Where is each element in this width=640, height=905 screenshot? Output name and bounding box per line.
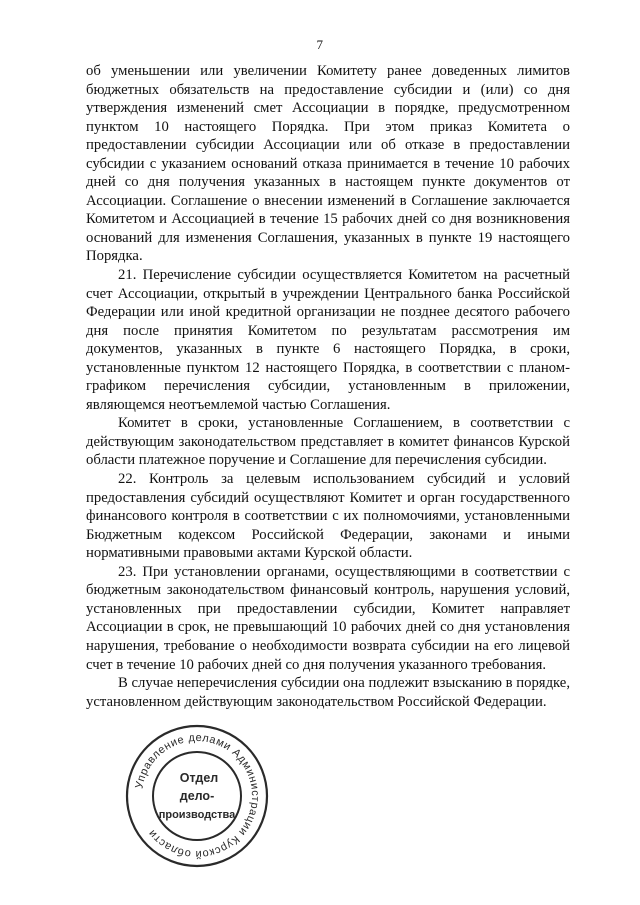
paragraph-clause-23: 23. При установлении органами, осуществляющими в соответствии с бюджетным законодательством финансовый контроль, нарушения условий, установленных при предоставлении субсидии, Комитет направляет Ассоциации в срок, не превышающий 10 рабочих дней со дня установления нарушения, требование о необходимости возврата субсидии на его лицевой счет в течение 10 рабочих дней со дня получения указанного требования. [86,563,570,673]
paragraph-clause-21: 21. Перечисление субсидии осуществляется Комитетом на расчетный счет Ассоциации, открытый в учреждении Центрального банка Российской Федерации или иной кредитной организации не позднее десятого рабочего дня после принятия Комитетом по результатам рассмотрения им документов, указанных в пункте 6 настоящего Порядка, в сроки, установленные пунктом 12 настоящего Порядка, в соответствии с планом-графиком перечисления субсидии, установленным в приложении, являющемся неотъемлемой частью Соглашения. [86,267,570,413]
paragraph-continuation: об уменьшении или увеличении Комитету ранее доведенных лимитов бюджетных обязательств на предоставление субсидии и (или) со дня утверждения изменений смет Ассоциации в порядке, предусмотренном пунктом 10 настоящего Порядка. При этом приказ Комитета о предоставлении субсидии Ассоциации или об отказе в предоставлении субсидии с указанием оснований отказа принимается в течение 10 рабочих дней со дня получения указанных в настоящем пункте документов от Ассоциации. Соглашение о внесении изменений в Соглашение заключается Комитетом и Ассоциацией в течение 15 рабочих дней со дня возникновения оснований для изменения Соглашения, указанных в пункте 19 настоящего Порядка. [86,63,570,265]
paragraph-clause-23-cont: В случае неперечисления субсидии она подлежит взысканию в порядке, установленном действующим законодательством Российской Федерации. [86,675,570,710]
stamp-center-line-1: Отдел [179,771,219,785]
stamp-center-line-2: дело- [179,789,215,803]
document-body [86,62,570,711]
paragraph-clause-21-cont: Комитет в сроки, установленные Соглашением, в соответствии с действующим законодательством представляет в комитет финансов Курской области платежное поручение и Соглашение для перечисления субсидии. [86,415,570,469]
stamp-ring-text: Управление делами Администрации Курской области [133,731,262,861]
page-number: 7 [316,37,324,52]
paragraph-clause-22: 22. Контроль за целевым использованием субсидий и условий предоставления субсидий осуществляют Комитет и орган государственного финансового контроля в соответствии с их полномочиями, установленными Бюджетным кодексом Российской Федерации, законами и иными нормативными правовыми актами Курской области. [86,471,570,562]
office-stamp [123,722,271,870]
stamp-center-line-3: производства [158,809,236,821]
